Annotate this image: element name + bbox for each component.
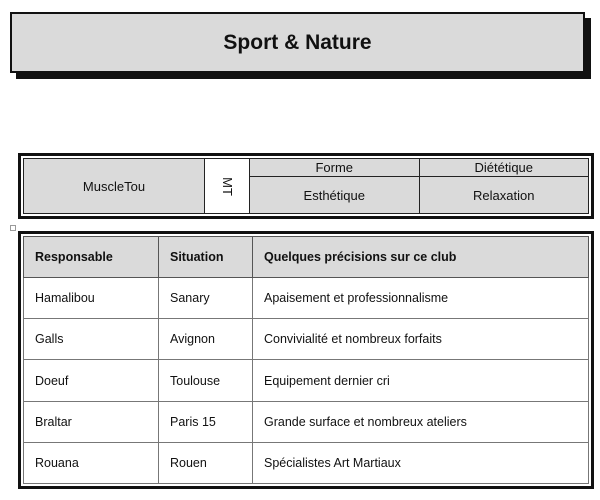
cell-responsable[interactable]: Rouana [24,442,159,483]
table-row [24,442,589,483]
cell-details[interactable]: Convivialité et nombreux forfaits [253,319,589,360]
cell-situation[interactable]: Paris 15 [159,401,253,442]
table-row [24,319,589,360]
column-header-responsable[interactable]: Responsable [24,237,159,278]
page-title: Sport & Nature [10,12,585,73]
cell-responsable[interactable]: Galls [24,319,159,360]
table-row [24,278,589,319]
cell-details[interactable]: Spécialistes Art Martiaux [253,442,589,483]
club-name[interactable]: MuscleTou [24,159,205,214]
cell-situation[interactable]: Avignon [159,319,253,360]
cell-details[interactable]: Apaisement et professionnalisme [253,278,589,319]
cell-details[interactable]: Grande surface et nombreux ateliers [253,401,589,442]
club-category-cell[interactable]: Esthétique [250,177,420,214]
club-info-table [18,153,594,219]
table-header-row [24,237,589,278]
column-header-situation[interactable]: Situation [159,237,253,278]
club-category-cell[interactable]: Forme [250,159,420,177]
cell-responsable[interactable]: Doeuf [24,360,159,401]
cell-situation[interactable]: Rouen [159,442,253,483]
club-category-cell[interactable]: Diététique [419,159,589,177]
club-category-cell[interactable]: Relaxation [419,177,589,214]
clubs-grid [23,236,589,484]
club-code[interactable] [205,159,250,214]
cell-situation[interactable]: Toulouse [159,360,253,401]
column-header-details[interactable]: Quelques précisions sur ce club [253,237,589,278]
cell-situation[interactable]: Sanary [159,278,253,319]
cell-responsable[interactable]: Hamalibou [24,278,159,319]
table-row [24,360,589,401]
table-row [24,401,589,442]
table-move-handle-icon[interactable] [10,225,16,231]
clubs-table [18,231,594,489]
club-code-text: MT [219,176,235,196]
cell-details[interactable]: Equipement dernier cri [253,360,589,401]
cell-responsable[interactable]: Braltar [24,401,159,442]
club-info-grid [23,158,589,214]
